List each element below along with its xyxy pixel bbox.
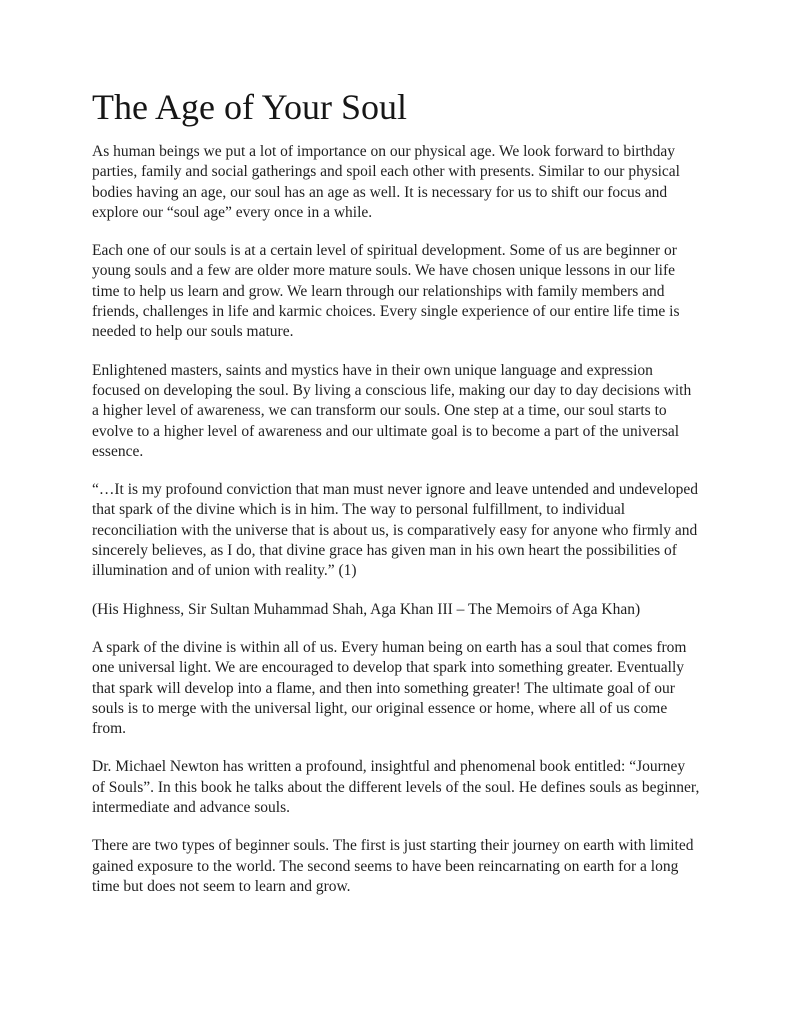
document-body [92, 142, 700, 897]
paragraph-michael-newton-book: Dr. Michael Newton has written a profound, insightful and phenomenal book entitled: “Journey of Souls”. In this book he talks about the different levels of the soul. He defines souls as beginner, intermediate and advance souls. [92, 758, 700, 817]
paragraph-quote-attribution: (His Highness, Sir Sultan Muhammad Shah, Aga Khan III – The Memoirs of Aga Khan) [92, 600, 641, 618]
paragraph-enlightened-masters: Enlightened masters, saints and mystics have in their own unique language and expression focused on developing the soul. By living a conscious life, making our day to day decisions with a higher level of awareness, we can transform our souls. One step at a time, our soul starts to evolve to a higher level of awareness and our ultimate goal is to become a part of the universal essence. [92, 361, 692, 460]
paragraph-spiritual-development: Each one of our souls is at a certain level of spiritual development. Some of us are beginner or young souls and a few are older more mature souls. We have chosen unique lessons in our life time to help us learn and grow. We learn through our relationships with family members and friends, challenges in life and karmic choices. Every single experience of our entire life time is needed to help our souls mature. [92, 242, 680, 341]
paragraph-quote-divine-spark: “…It is my profound conviction that man must never ignore and leave untended and undeveloped that spark of the divine which is in him. The way to personal fulfillment, to individual reconciliation with the universe that is about us, is comparatively easy for anyone who firmly and sincerely believes, as I do, that divine grace has given man in his own heart the possibilities of illumination and of union with reality.” (1) [92, 481, 699, 580]
page-title: The Age of Your Soul [92, 87, 408, 127]
paragraph-beginner-souls: There are two types of beginner souls. The first is just starting their journey on earth with limited gained exposure to the world. The second seems to have been reincarnating on earth for a long time but does not seem to learn and grow. [92, 837, 694, 895]
paragraph-universal-light: A spark of the divine is within all of us. Every human being on earth has a soul that comes from one universal light. We are encouraged to develop that spark into something greater. Eventually that spark will develop into a flame, and then into something greater! The ultimate goal of our souls is to merge with the universal light, our original essence or home, where all of us come from. [92, 638, 687, 738]
paragraph-intro-physical-age: As human beings we put a lot of importance on our physical age. We look forward to birthday parties, family and social gatherings and spoil each other with presents. Similar to our physical bodies having an age, our soul has an age as well. It is necessary for us to shift our focus and explore our “soul age” every once in a while. [92, 143, 680, 221]
